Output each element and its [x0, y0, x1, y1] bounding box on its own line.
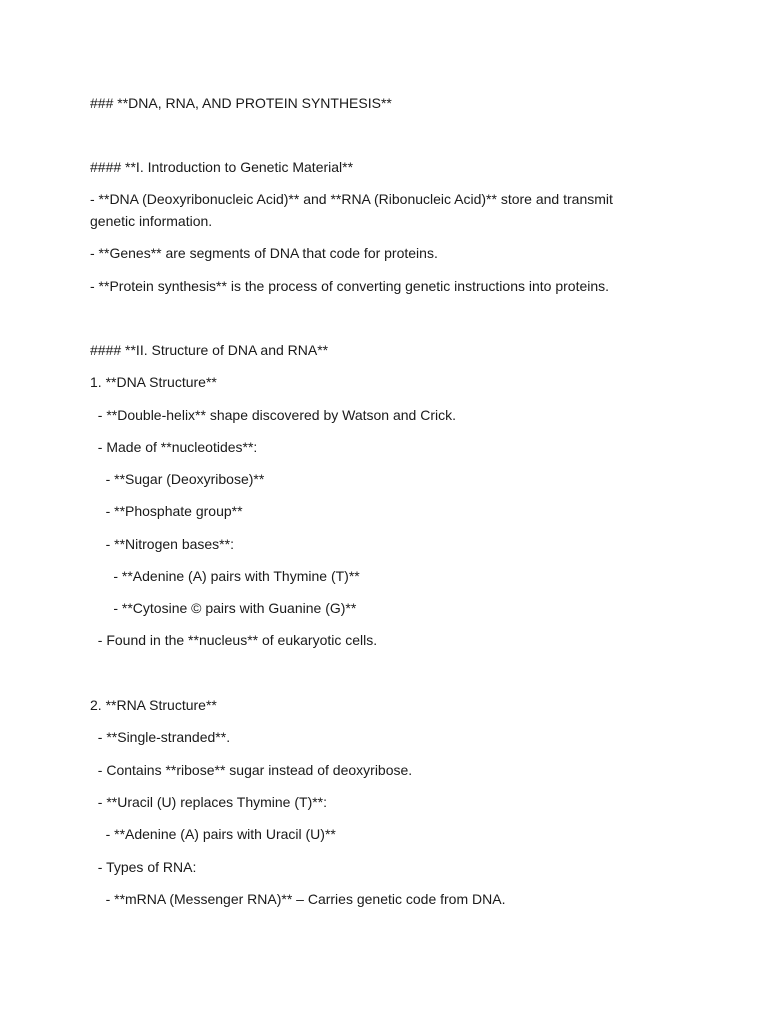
text-line: - **Double-helix** shape discovered by Watson and Crick. — [90, 407, 456, 423]
text-line: - **Adenine (A) pairs with Thymine (T)** — [90, 568, 360, 584]
section-heading-1: #### **I. Introduction to Genetic Material** — [90, 159, 354, 175]
text-line: - Found in the **nucleus** of eukaryotic cells. — [90, 632, 378, 648]
list-item-heading: 2. **RNA Structure** — [90, 697, 217, 713]
list-item-heading: 1. **DNA Structure** — [90, 374, 217, 390]
text-line: - **Phosphate group** — [90, 503, 243, 519]
text-line: - **Adenine (A) pairs with Uracil (U)** — [90, 826, 336, 842]
text-line: - **Uracil (U) replaces Thymine (T)**: — [90, 794, 328, 810]
text-line: - **Protein synthesis** is the process of converting genetic instructions into proteins. — [90, 278, 610, 294]
text-line: - **Genes** are segments of DNA that code for proteins. — [90, 245, 438, 261]
section-heading-2: #### **II. Structure of DNA and RNA** — [90, 342, 329, 358]
text-line: - **mRNA (Messenger RNA)** – Carries genetic code from DNA. — [90, 891, 506, 907]
text-line: - **Nitrogen bases**: — [90, 536, 234, 552]
text-line: - **Sugar (Deoxyribose)** — [90, 471, 265, 487]
text-line: - Contains **ribose** sugar instead of deoxyribose. — [90, 762, 413, 778]
document-title: ### **DNA, RNA, AND PROTEIN SYNTHESIS** — [90, 95, 392, 111]
text-line: - Made of **nucleotides**: — [90, 439, 258, 455]
text-line: - Types of RNA: — [90, 859, 197, 875]
text-line: - **Cytosine © pairs with Guanine (G)** — [90, 600, 357, 616]
text-line: - **Single-stranded**. — [90, 729, 231, 745]
text-line: - **DNA (Deoxyribonucleic Acid)** and **RNA (Ribonucleic Acid)** store and transmit genetic information. — [90, 191, 617, 229]
